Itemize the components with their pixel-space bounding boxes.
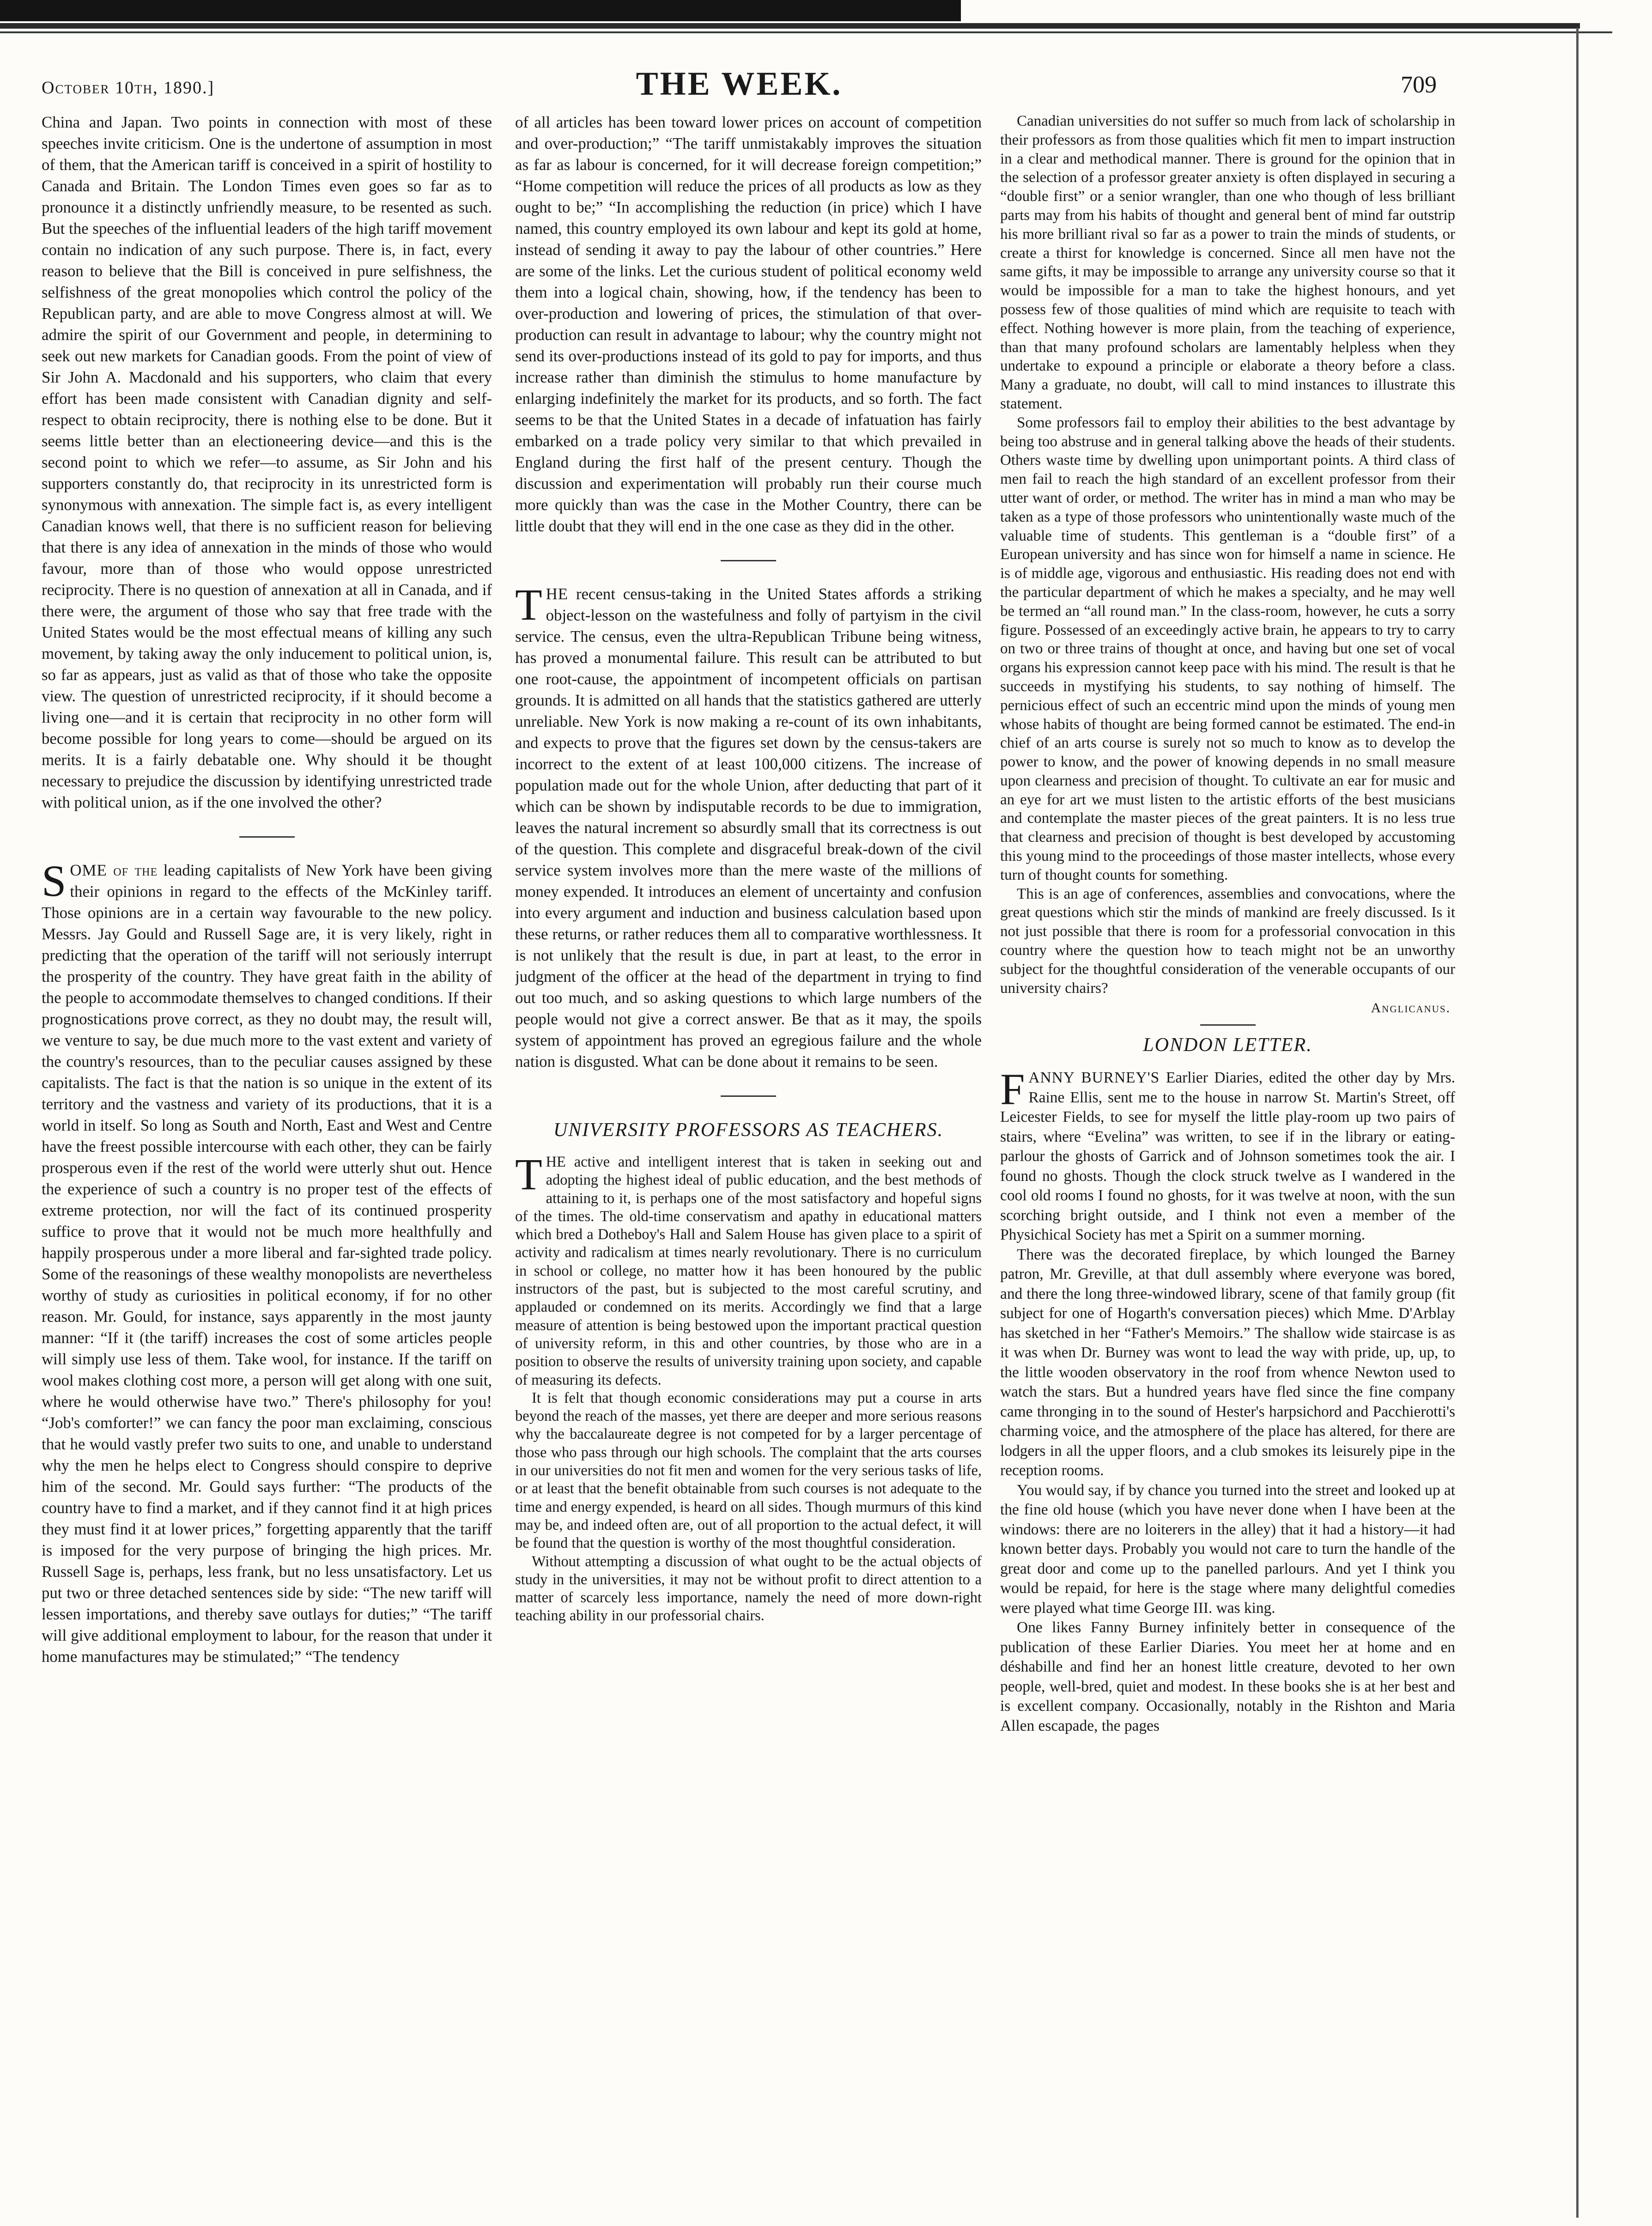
drop-cap: F bbox=[1000, 1064, 1025, 1114]
section-divider bbox=[1200, 1024, 1256, 1026]
paragraph: Canadian universities do not suffer so much from lack of scholarship in their professors as from those qualities which fit men to impart instruction in a clear and methodical manner. There is ground for the opinion that in the selection of a professor greater anxiety is often displayed in securing a “double first” or a senior wrangler, than one who though of less brilliant parts may from his habits of thought and general bent of mind far outstrip his more brilliant rival so far as a power to train the minds of students, or create a thirst for knowledge is concerned. Since all men have not the same gifts, it may be impossible to arrange any university course so that it would be impossible for a man to take the highest honours, and yet possess few of those qualities of mind which are requisite to teach with effect. Nothing however is more plain, from the teaching of experience, than that many profound scholars are lamentably helpless when they undertake to expound a principle or elaborate a theory before a class. Many a graduate, no doubt, will call to mind instances to illustrate this statement. bbox=[1000, 113, 1455, 412]
column-3 bbox=[1000, 112, 1455, 2209]
section-divider bbox=[239, 836, 295, 838]
column-1 bbox=[42, 112, 492, 2209]
drop-cap: T bbox=[515, 1149, 542, 1199]
paragraph-body: Earlier Diaries, edited the other day by Mrs. Raine Ellis, sent me to the house in narrow St. Martin's Street, off Leicester Fields, to see for myself the little play-room up two pairs of stairs, where “Evelina” was written, to see if in the library or eating-parlour the ghosts of Garrick and of Johnson sometimes took the air. I found no ghosts. Though the clock struck twelve as I wandered in the cool old rooms I found no ghosts, for it was twelve at noon, with the sun scorching bright outside, and I think not even a member of the Physichical Society has met a Spirit on a summer morning. bbox=[1000, 1069, 1455, 1244]
paragraph: It is felt that though economic considerations may put a course in arts beyond the reach of the masses, yet there are deeper and more serious reasons why the baccalaureate degree is not competed for by a larger percentage of those who pass through our high schools. The complaint that the arts courses in our universities do not fit men and women for the very serious tasks of life, or at least that the benefit obtainable from such courses is not adequate to the time and energy expended, is heard on all sides. Though murmurs of this kind may be, and indeed often are, out of all proportion to the actual defect, it will be found that the question is worthy of the most thoughtful consideration. bbox=[515, 1389, 982, 1552]
page-edge-rule bbox=[1576, 28, 1579, 2218]
masthead-title: THE WEEK. bbox=[636, 65, 843, 102]
lead-in: ANNY BURNEY'S bbox=[1028, 1069, 1160, 1087]
paragraph bbox=[1000, 1064, 1455, 1245]
column-2 bbox=[515, 112, 982, 2209]
paragraph bbox=[515, 1149, 982, 1389]
paragraph-body: HE active and intelligent interest that is taken in seeking out and adopting the highest ideal of public education, and the best methods of attaining to it, is perhaps one of the most satisfactory and hopeful signs of the times. The old-time conservatism and apathy in educational matters which bred a Dotheboy's Hall and Salem House has given place to a spirit of activity and radicalism at times nearly revolutionary. There is no curriculum in school or college, no matter how it has been honoured by the public instructors of the past, but is subjected to the most careful scrutiny, and applauded or condemned on its merits. Accordingly we find that a large measure of attention is being bestowed upon the important practical question of university reform, in this and other countries, by those who are in a position to observe the results of university training upon society, and capable of measuring its defects. bbox=[515, 1154, 982, 1388]
paragraph: of all articles has been toward lower prices on account of competition and over-production;” “The tariff unmistakably improves the situation as far as labour is concerned, for it will decrease foreign competition;” “Home competition will reduce the prices of all products as low as they ought to be;” “In accomplishing the reduction (in price) which I have named, this country employed its own labour and kept its gold at home, instead of sending it away to pay the labour of other countries.” Here are some of the links. Let the curious student of political economy weld them into a logical chain, showing, how, if the tendency has been to over-production and lowering of prices, the stimulation of that over-production can result in advantage to labour; why the country might not send its over-productions instead of its gold to pay for imports, and thus increase rather than diminish the stimulus to home manufacture by enlarging indefinitely the market for its products, and so forth. The fact seems to be that the United States in a decade of infatuation has fairly embarked on a trade policy very similar to that which prevailed in England during the first half of the present century. Though the discussion and experimentation will probably run their course much more quickly than was the case in the Mother Country, there can be little doubt that they will end in the one case as they did in the other. bbox=[515, 113, 982, 535]
paragraph: You would say, if by chance you turned into the street and looked up at the fine old house (which you have never done when I have been at the windows: there are no loiterers in the alley) that it had a history—it had known better days. Probably you would not care to turn the handle of the great door and come up to the panelled parlours. And yet I think you would be repaid, for here is the stage where many delightful comedies were played what time George III. was king. bbox=[1000, 1481, 1455, 1617]
paragraph: This is an age of conferences, assemblies and convocations, where the great questions which stir the minds of mankind are freely discussed. Is it not just possible that there is room for a professorial convocation in this country where the question how to teach might not be an unworthy subject for the thoughtful consideration of the venerable occupants of our university chairs? bbox=[1000, 885, 1455, 997]
page-header bbox=[42, 65, 1437, 106]
paragraph: Some professors fail to employ their abilities to the best advantage by being too abstruse and in general talking above the heads of their students. Others waste time by dwelling upon unimportant points. A third class of men fail to reach the high standard of an excellent professor from their utter want of order, or method. The writer has in mind a man who may be taken as a type of those professors who unintentionally waste much of the valuable time of students. This gentleman is a “double first” of a European university and has since won for himself a name in science. He is of middle age, vigorous and enthusiastic. His reading does not end with the particular department of which he makes a specialty, and he may well be termed an “all round man.” In the class-room, however, he cuts a sorry figure. Possessed of an exceedingly active brain, he appears to try to carry on two or three trains of thought at once, and having but one set of vocal organs his expression cannot keep pace with his mind. The result is that he succeeds in mystifying his students, to say nothing of himself. The pernicious effect of such an eccentric mind upon the minds of young men whose habits of thought are being formed cannot be estimated. The end-in chief of an arts course is surely not so much to know as to develop the power to know, and the power of knowing depends in no small measure upon clearness and precision of thought. To cultivate an ear for music and an eye for art we must listen to the artistic efforts of the best musicians and contemplate the master pieces of the great painters. It is no less true that clearness and precision of thought is best developed by accustoming this young mind to the proceedings of those master intellects, whose every turn of thought counts for something. bbox=[1000, 414, 1455, 883]
paragraph-body: recent census-taking in the United States affords a striking object-lesson on the wastefulness and folly of partyism in the civil service. The census, even the ultra-Republican Tribune being witness, has proved a monumental failure. This result can be attributed to but one root-cause, the appointment of incompetent officials on partisan grounds. It is admitted on all hands that the statistics gathered are utterly unreliable. New York is now making a re-count of its own inhabitants, and expects to prove that the figures set down by the census-takers are incorrect to the extent of at least 100,000 citizens. The increase of population made out for the whole Union, after deducting that part of it which can be shown by indisputable records to be due to immigration, leaves the natural increment so absurdly small that its correctness is out of the question. This complete and disgraceful break-down of the civil service system involves more than the mere waste of the millions of money expended. It introduces an element of uncertainty and confusion into every argument and induction and business calculation based upon these returns, or rather reduces them all to comparative worthlessness. It is not unlikely that the result is due, in part at least, to the error in judgment of the officer at the head of the department in trying to find out too much, and so asking questions to which large numbers of the people would not give a correct answer. Be that as it may, the spoils system of appointment has proved an egregious failure and the whole nation is disgusted. What can be done about it remains to be seen. bbox=[515, 585, 982, 1070]
lead-in: HE bbox=[546, 585, 569, 603]
section-heading: LONDON LETTER. bbox=[1143, 1034, 1312, 1056]
drop-cap: S bbox=[42, 856, 67, 906]
section-divider bbox=[721, 560, 776, 561]
section-heading: UNIVERSITY PROFESSORS AS TEACHERS. bbox=[553, 1119, 944, 1141]
scan-top-rule bbox=[0, 31, 1612, 33]
scan-top-band bbox=[0, 23, 1580, 29]
paragraph: China and Japan. Two points in connection with most of these speeches invite criticism. One is the undertone of assumption in most of them, that the American tariff is conceived in a spirit of hostility to Canada and Britain. The London Times even goes so far as to pronounce it a distinctly unfriendly measure, to be resented as such. But the speeches of the influential leaders of the high tariff movement contain no indication of any such purpose. There is, in fact, every reason to believe that the Bill is conceived in pure selfishness, the selfishness of the great monopolies which control the policy of the Republican party, and are able to move Congress almost at will. We admire the spirit of our Government and people, in determining to seek out new markets for Canadian goods. From the point of view of Sir John A. Macdonald and his supporters, who claim that every effort has been made consistent with Canadian dignity and self-respect to obtain reciprocity, there is nothing else to be done. But it seems little better than an electioneering device—and this is the second point to which we refer—to assume, as Sir John and his supporters constantly do, that reciprocity in its unrestricted form is synonymous with annexation. The simple fact is, as every intelligent Canadian knows well, that there is no sufficient reason for believing that there is any idea of annexation in the minds of those who would favour, more than of those who would oppose unrestricted reciprocity. There is no question of annexation at all in Canada, and if there were, the argument of those who say that free trade with the United States would be the most effectual means of killing any such movement, by taking away the only inducement to political union, is, so far as appears, just as valid as that of those who take the opposite view. The question of unrestricted reciprocity, if it should become a living one—and it is certain that reciprocity in no other form will become possible for long years to come—should be argued on its merits. It is a fairly debatable one. Why should it be thought necessary to prejudice the discussion by identifying unrestricted trade with political union, as if the one involved the other? bbox=[42, 113, 492, 811]
paragraph bbox=[42, 856, 492, 1667]
paragraph: There was the decorated fireplace, by which lounged the Barney patron, Mr. Greville, at that dull assembly where everyone was bored, and there the long three-windowed library, scene of that family group (fit subject for one of Hogarth's conversation pieces) which Mme. D'Arblay has sketched in her “Father's Memoirs.” The shallow wide staircase is as it was when Dr. Burney was wont to lead the way with pride, up, up, to the little wooden observatory in the roof from whence Newton used to watch the stars. But a hundred years have fled since the fine company came thronging in to the sound of Hester's harpsichord and Pacchierotti's charming voice, and the atmosphere of the place has altered, for there are lodgers in all the upper floors, and a club smokes its leisurely pipe in the reception rooms. bbox=[1000, 1246, 1455, 1479]
drop-cap: T bbox=[515, 580, 542, 629]
paragraph: Without attempting a discussion of what ought to be the actual objects of study in the universities, it may not be without profit to direct attention to a matter of scarcely less importance, namely the need of more down-right teaching ability in our professorial chairs. bbox=[515, 1553, 982, 1624]
author-signature: Anglicanus. bbox=[1371, 1000, 1451, 1016]
page-number: 709 bbox=[1401, 72, 1437, 98]
paragraph: One likes Fanny Burney infinitely better in consequence of the publication of these Earlier Diaries. You meet her at home and en déshabille and find her an honest little creature, devoted to her own people, well-bred, quiet and modest. In these books she is at her best and is excellent company. Occasionally, notably in the Rishton and Maria Allen escapade, the pages bbox=[1000, 1619, 1455, 1734]
scan-top-bar bbox=[0, 0, 961, 21]
issue-date: October 10th, 1890.] bbox=[42, 78, 215, 97]
paragraph-body: leading capitalists of New York have been giving their opinions in regard to the effects of the McKinley tariff. Those opinions are in a certain way favourable to the new policy. Messrs. Jay Gould and Russell Sage are, it is very likely, right in predicting that the operation of the tariff will not seriously interrupt the prosperity of the country. They have great faith in the ability of the people to accommodate themselves to changed conditions. If their prognostications prove correct, as they no doubt may, the result will, we venture to say, be due much more to the vast extent and variety of the country's resources, than to the peculiar causes assigned by these capitalists. The fact is that the nation is so unique in the extent of its territory and the vastness and variety of its productions, that it is a world in itself. So long as South and North, East and West and Centre have the freest possible intercourse with each other, they can be fairly prosperous even if the rest of the world were utterly shut out. Hence the experience of such a country is no proper test of the effects of extreme protection, nor will the fact of its continued prosperity suffice to prove that it would not be much more healthfully and happily prosperous under a more liberal and far-sighted trade policy. Some of the reasonings of these wealthy monopolists are nevertheless worthy of study as curiosities in political economy, if for no other reason. Mr. Gould, for instance, says apparently in the most jaunty manner: “If it (the tariff) increases the cost of some articles people will simply use less of them. Take wool, for instance. If the tariff on wool makes clothing cost more, a person will get along with one suit, where he would otherwise have two.” There's philosophy for you! “Job's comforter!” we can fancy the poor man exclaiming, conscious that he would vastly prefer two suits to one, and unable to understand why the men he helps elect to Congress should conspire to deprive him of the second. Mr. Gould says further: “The products of the country have to find a market, and if they cannot find it at high prices they must find it at lower prices,” forgetting apparently that the tariff is imposed for the very purpose of bringing the high prices. Mr. Russell Sage is, perhaps, less frank, but no less unsatisfactory. Let us put two or three detached sentences side by side: “The new tariff will lessen importations, and thereby save outlays for duties;” “The tariff will give additional employment to labour, for the reason that under it home manufactures may be stimulated;” “The tendency bbox=[42, 861, 492, 1666]
lead-in: OME of the bbox=[70, 861, 158, 879]
paragraph bbox=[515, 580, 982, 1072]
section-divider bbox=[721, 1095, 776, 1097]
